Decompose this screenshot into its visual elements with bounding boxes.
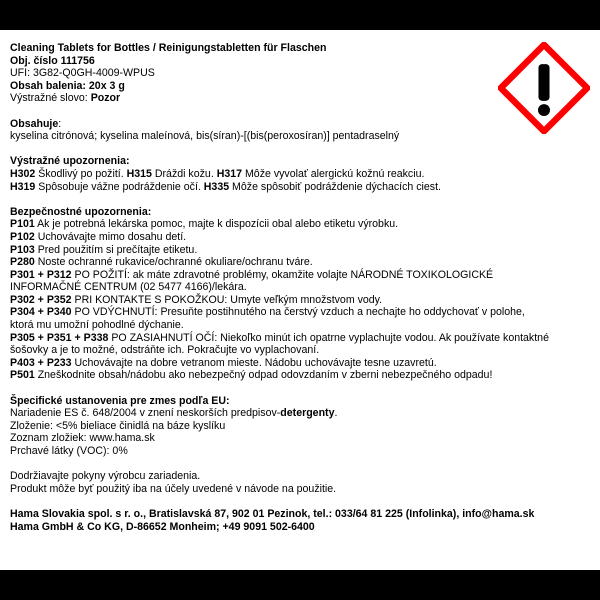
precaution-text: PO POŽITÍ: ak máte zdravotné problémy, okamžite volajte NÁRODNÉ TOXIKOLOGICKÉ xyxy=(71,268,494,281)
ghs07-exclamation-icon xyxy=(498,42,590,134)
precaution-code: P403 + P233 xyxy=(10,356,72,369)
precaution-text: PO ZASIAHNUTÍ OČÍ: Niekoľko minút ich opatrne vyplachujte vodou. Ak používate kontaktné xyxy=(108,331,549,344)
precaution-line xyxy=(10,332,590,345)
package-contents: Obsah balenia: 20x 3 g xyxy=(10,79,125,92)
precaution-text: Uchovávajte na dobre vetranom mieste. Nádobu uchovávajte tesne uzavretú. xyxy=(71,356,437,369)
precaution-code: P101 xyxy=(10,218,35,231)
precaution-line xyxy=(10,306,590,319)
precaution-line xyxy=(10,344,590,357)
footer-line-1: Hama Slovakia spol. s r. o., Bratislavská 87, 902 01 Pezinok, tel.: 033/64 81 225 (Infolinka), info@hama.sk xyxy=(10,507,535,520)
safety-label xyxy=(0,30,600,570)
hazard-text: Spôsobuje vážne podráždenie očí. xyxy=(35,180,204,193)
precaution-code: P302 + P352 xyxy=(10,293,72,306)
ufi-code: UFI: 3G82-Q0GH-4009-WPUS xyxy=(10,67,155,80)
product-title: Cleaning Tablets for Bottles / Reinigungstabletten für Flaschen xyxy=(10,42,327,54)
precaution-line xyxy=(10,256,590,269)
precaution-line xyxy=(10,294,590,307)
precaution-text: Pred použitím si prečítajte etiketu. xyxy=(34,243,198,256)
precaution-text: Zneškodnite obsah/nádobu ako nebezpečný odpad odovzdaním v zberni nebezpečného odpadu! xyxy=(34,369,493,382)
hazard-line xyxy=(10,168,590,181)
precaution-line xyxy=(10,231,590,244)
precaution-heading: Bezpečnostné upozornenia: xyxy=(10,205,152,218)
eu-heading: Špecifické ustanovenia pre zmes podľa EU: xyxy=(10,394,230,407)
precaution-code: P501 xyxy=(10,369,35,382)
precaution-line xyxy=(10,218,590,231)
hazard-code: H302 xyxy=(10,167,36,180)
footer-line-2: Hama GmbH & Co KG, D-86652 Monheim; +49 9091 502-6400 xyxy=(10,520,315,533)
precaution-text: Noste ochranné rukavice/ochranné okuliare/ochranu tváre. xyxy=(34,256,313,269)
precaution-text: INFORMAČNÉ CENTRUM (02 5477 4166)/lekára. xyxy=(10,281,247,294)
hazard-text: Škodlivý po požití. xyxy=(35,167,127,180)
precaution-code: P102 xyxy=(10,230,35,243)
hazard-heading: Výstražné upozornenia: xyxy=(10,155,130,168)
precaution-code: P280 xyxy=(10,256,35,269)
precaution-code: P103 xyxy=(10,243,35,256)
precaution-line xyxy=(10,269,590,282)
precaution-code: P304 + P340 xyxy=(10,306,72,319)
eu-voc: Prchavé látky (VOC): 0% xyxy=(10,445,128,457)
hazard-code: H317 xyxy=(216,167,243,180)
hazard-text: Dráždi kožu. xyxy=(151,167,217,180)
precaution-line xyxy=(10,244,590,257)
precaution-statements xyxy=(10,218,590,382)
precaution-text: ktorá mu umožní pohodlné dýchanie. xyxy=(10,319,184,332)
precaution-code: P301 + P312 xyxy=(10,268,72,281)
precaution-text: PO VDÝCHNUTÍ: Presuňte postihnutého na čerstvý vzduch a nechajte ho oddychovať v polohe, xyxy=(71,306,525,319)
hazard-text: Môže spôsobiť podráždenie dýchacích ciest. xyxy=(229,180,441,193)
precaution-text: Ak je potrebná lekárska pomoc, majte k dispozícii obal alebo etiketu výrobku. xyxy=(34,218,399,231)
eu-composition: Zloženie: <5% bieliace činidlá na báze kyslíku xyxy=(10,419,226,432)
hazard-line xyxy=(10,181,590,194)
hazard-code: H315 xyxy=(126,167,152,180)
hazard-text: Môže vyvolať alergickú kožnú reakciu. xyxy=(242,167,425,180)
hazard-code: H319 xyxy=(10,180,36,193)
composition-text: kyselina citrónová; kyselina maleínová, bis(síran)-[(bis(peroxosíran)] pentadraselný xyxy=(10,130,400,143)
hazard-statements xyxy=(10,168,590,193)
precaution-line xyxy=(10,369,590,382)
eu-regulation: Nariadenie ES č. 648/2004 v znení neskorších predpisov-detergenty. xyxy=(10,407,338,420)
composition-heading: Obsahuje: xyxy=(10,117,62,130)
precaution-line xyxy=(10,357,590,370)
precaution-text: PRI KONTAKTE S POKOŽKOU: Umyte veľkým množstvom vody. xyxy=(71,293,383,306)
signal-word: Výstražné slovo: Pozor xyxy=(10,92,121,105)
object-number: Obj. číslo 111756 xyxy=(10,54,95,67)
hazard-code: H335 xyxy=(203,180,230,193)
eu-ingredients: Zoznam zložiek: www.hama.sk xyxy=(10,432,155,445)
precaution-text: Uchovávajte mimo dosahu detí. xyxy=(34,230,187,243)
precaution-code: P305 + P351 + P338 xyxy=(10,331,109,344)
usage-line-1: Dodržiavajte pokyny výrobcu zariadenia. xyxy=(10,470,201,483)
usage-line-2: Produkt môže byť použitý iba na účely uvedené v návode na použitie. xyxy=(10,482,337,495)
precaution-text: šošovky a je to možné, odstráňte ich. Pokračujte vo vyplachovaní. xyxy=(10,344,320,357)
hazard-pictogram xyxy=(498,42,590,134)
precaution-line xyxy=(10,281,590,294)
precaution-line xyxy=(10,319,590,332)
